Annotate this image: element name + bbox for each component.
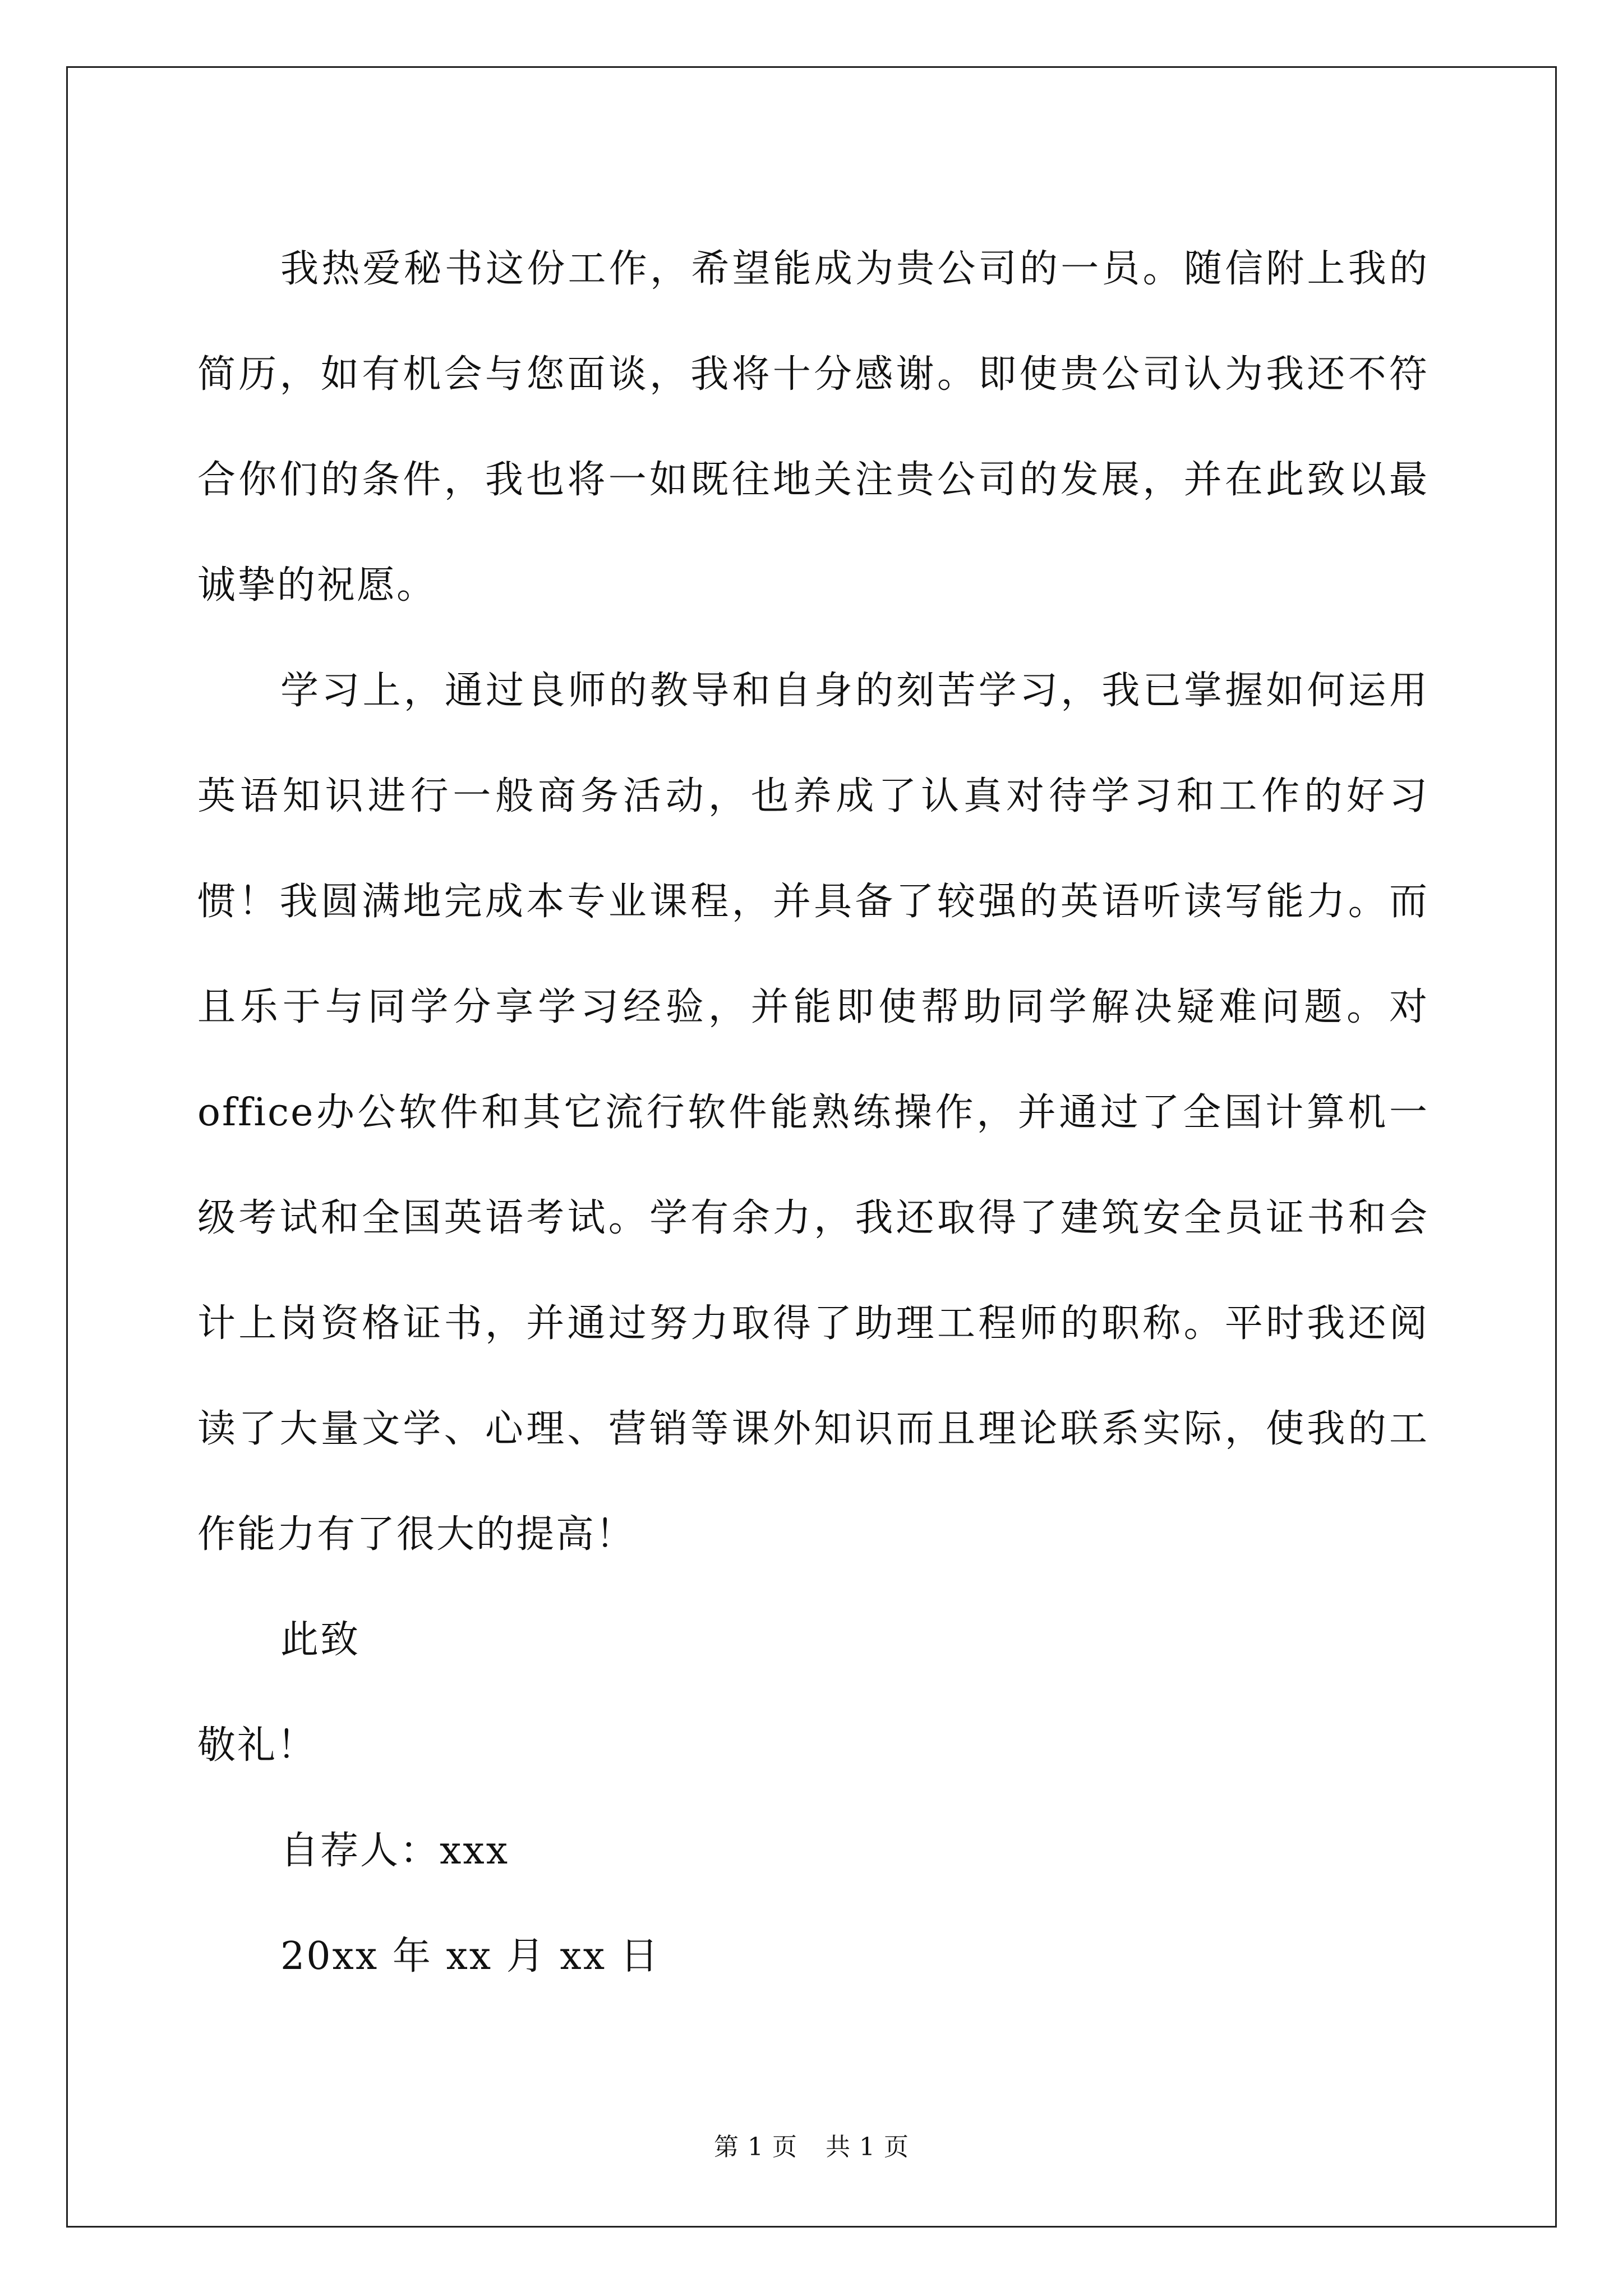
salutation: 敬礼！ bbox=[197, 1723, 317, 1768]
signature: 自荐人：xxx bbox=[280, 1829, 510, 1873]
page-footer bbox=[0, 2131, 1623, 2164]
page-number: 第 1 页 bbox=[714, 2133, 797, 2161]
page-total: 共 1 页 bbox=[826, 2133, 909, 2161]
closing-phrase: 此致 bbox=[280, 1618, 361, 1662]
paragraph-qualifications: 学习上，通过良师的教导和自身的刻苦学习，我已掌握如何运用英语知识进行一般商务活动，也养成了认真对待学习和工作的好习惯！我圆满地完成本专业课程，并具备了较强的英语听读写能力。而且乐于与同学分享学习经验，并能即使帮助同学解决疑难问题。对office办公软件和其它流行软件能熟练操作，并通过了全国计算机一级考试和全国英语考试。学有余力，我还取得了建筑安全员证书和会计上岗资格证书，并通过努力取得了助理工程师的职称。平时我还阅读了大量文学、心理、营销等课外知识而且理论联系实际，使我的工作能力有了很大的提高！ bbox=[197, 669, 1429, 1557]
paragraph-closing-wishes: 我热爱秘书这份工作，希望能成为贵公司的一员。随信附上我的简历，如有机会与您面谈，我将十分感谢。即使贵公司认为我还不符合你们的条件，我也将一如既往地关注贵公司的发展，并在此致以最诚挚的祝愿。 bbox=[197, 247, 1429, 608]
letter-date: 20xx 年 xx 月 xx 日 bbox=[280, 1934, 660, 1978]
letter-body bbox=[197, 217, 1429, 2009]
